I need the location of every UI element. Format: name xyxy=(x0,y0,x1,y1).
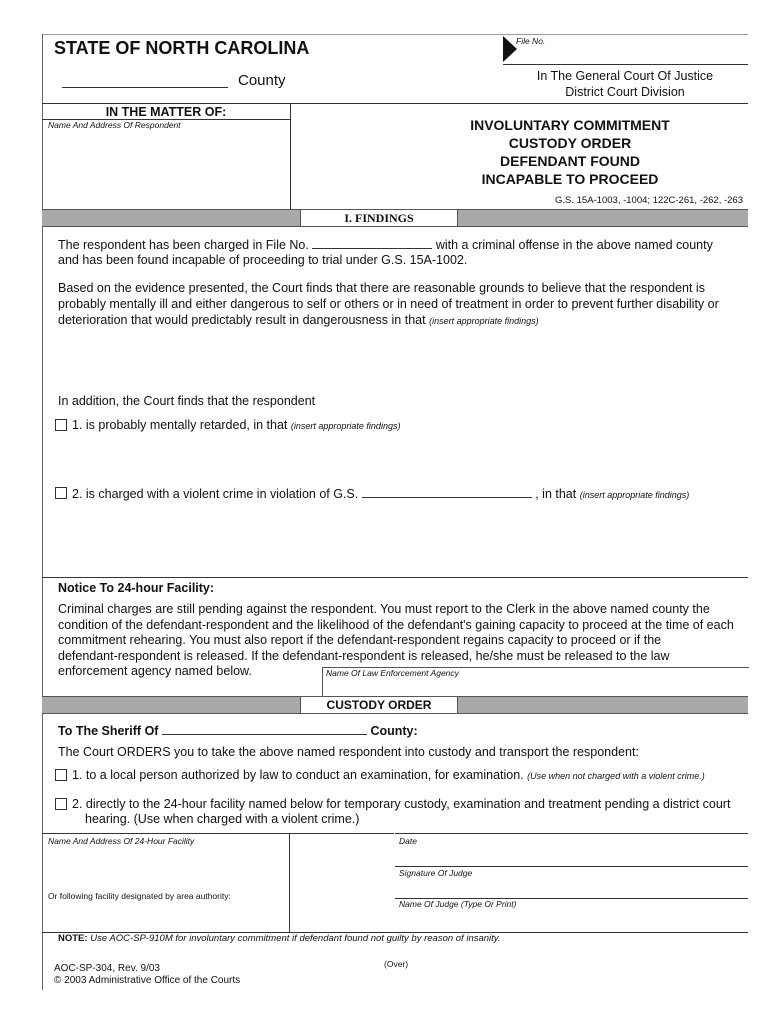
statute-input[interactable] xyxy=(362,486,532,498)
insert-note: (insert appropriate findings) xyxy=(579,490,690,500)
custody-bar xyxy=(42,696,748,714)
notice-heading: Notice To 24-hour Facility: xyxy=(58,581,215,595)
findings-p1 xyxy=(58,237,713,252)
form-id: AOC-SP-304, Rev. 9/03 xyxy=(54,963,160,974)
text: deterioration that would predictably result in dangerousness in that xyxy=(58,313,426,327)
text: , in that xyxy=(535,487,577,501)
findings-field[interactable] xyxy=(58,330,738,390)
text: 2. is charged with a violent crime in violation of G.S. xyxy=(72,487,359,501)
matter-heading: IN THE MATTER OF: xyxy=(105,105,227,119)
court-line1: In The General Court Of Justice xyxy=(536,69,714,83)
insert-note: (insert appropriate findings) xyxy=(429,316,539,326)
findings-p2-line xyxy=(58,313,539,327)
text: 1. is probably mentally retarded, in that xyxy=(72,418,288,432)
facility-field[interactable] xyxy=(44,848,288,888)
item1 xyxy=(72,418,400,432)
top-border xyxy=(42,34,748,35)
item2 xyxy=(72,486,689,501)
text: with a criminal offense in the above named county xyxy=(435,238,713,252)
alt-facility-label: Or following facility designated by area authority: xyxy=(48,891,231,901)
statutes: G.S. 15A-1003, -1004; 122C-261, -262, -263 xyxy=(554,195,743,206)
facility-label: Name And Address Of 24-Hour Facility xyxy=(48,836,195,846)
note xyxy=(58,933,500,944)
over-label: (Over) xyxy=(384,959,409,969)
date-field[interactable] xyxy=(394,866,748,867)
court-line2: District Court Division xyxy=(565,85,685,99)
title-line: CUSTODY ORDER xyxy=(508,135,632,151)
date-label: Date xyxy=(399,836,417,846)
state-title: STATE OF NORTH CAROLINA xyxy=(54,38,310,58)
findings-p1-line2: and has been found incapable of proceeding to trial under G.S. 15A-1002. xyxy=(58,253,468,267)
text: County: xyxy=(370,724,418,738)
option2-line1: 2. directly to the 24-hour facility named below for temporary custody, examination and treatment pending a district court xyxy=(72,797,731,811)
notice-line: enforcement agency named below. xyxy=(58,664,252,678)
file-no-input[interactable] xyxy=(312,237,432,249)
findings-p2-line: Based on the evidence presented, the Court finds that there are reasonable grounds to believe that the respondent is xyxy=(58,281,705,295)
note: (Use when not charged with a violent crime.) xyxy=(527,771,705,781)
agency-field[interactable] xyxy=(322,667,749,697)
form-title xyxy=(395,116,745,188)
checkbox-24hr-facility[interactable] xyxy=(55,798,67,810)
file-no-label: File No. xyxy=(516,36,546,46)
text: The respondent has been charged in File No. xyxy=(58,238,309,252)
agency-label: Name Of Law Enforcement Agency xyxy=(326,668,459,678)
notice-line: Criminal charges are still pending against the respondent. You must report to the Clerk in the above named county the xyxy=(58,602,710,616)
notice-line: commitment rehearing. You must also report if the defendant-respondent regains capacity to proceed or if the xyxy=(58,633,662,647)
title-line: INCAPABLE TO PROCEED xyxy=(481,171,659,187)
addition-text: In addition, the Court finds that the respondent xyxy=(58,394,316,408)
left-border xyxy=(42,34,43,990)
findings-heading: I. FINDINGS xyxy=(300,210,458,226)
findings-bar xyxy=(42,209,748,227)
file-no-field[interactable] xyxy=(503,64,748,65)
note-text: Use AOC-SP-910M for involuntary commitment if defendant found not guilty by reason of insanity. xyxy=(90,933,501,944)
spacer xyxy=(394,833,395,932)
checkbox-local-exam[interactable] xyxy=(55,769,67,781)
orders-text: The Court ORDERS you to take the above named respondent into custody and transport the respondent: xyxy=(58,745,639,759)
note-label: NOTE: xyxy=(58,933,88,944)
option1 xyxy=(72,768,705,782)
checkbox-violent-crime[interactable] xyxy=(55,487,67,499)
respondent-label: Name And Address Of Respondent xyxy=(48,120,181,130)
notice-line: condition of the defendant-respondent and the likelihood of the defendant's gaining capacity to proceed at the time of each xyxy=(58,617,734,632)
text: To The Sheriff Of xyxy=(58,724,159,738)
county-label: County xyxy=(238,72,286,89)
text: 1. to a local person authorized by law to conduct an examination, for examination. xyxy=(72,768,524,782)
respondent-field[interactable] xyxy=(44,132,288,208)
copyright: © 2003 Administrative Office of the Courts xyxy=(54,975,241,986)
sheriff-county-input[interactable] xyxy=(162,723,367,735)
option2-line2: hearing. (Use when charged with a violent crime.) xyxy=(85,812,360,826)
title-line: INVOLUNTARY COMMITMENT xyxy=(470,117,670,133)
divider xyxy=(42,833,748,834)
insert-note: (insert appropriate findings) xyxy=(290,421,401,431)
county-field[interactable] xyxy=(62,87,228,88)
findings-p2-line: probably mentally ill and either dangerous to self or others or in need of treatment in order to prevent further disability or xyxy=(58,297,719,311)
sheriff-line xyxy=(58,723,418,738)
file-arrow-icon xyxy=(503,36,517,62)
custody-heading: CUSTODY ORDER xyxy=(300,697,458,713)
divider xyxy=(290,103,291,210)
judge-name-label: Name Of Judge (Type Or Print) xyxy=(399,899,517,909)
notice-line: defendant-respondent is released. If the defendant-respondent is released, he/she must be released to the law xyxy=(58,648,670,663)
title-line: DEFENDANT FOUND xyxy=(500,153,640,169)
divider xyxy=(289,833,290,932)
divider xyxy=(42,577,748,578)
checkbox-mentally-retarded[interactable] xyxy=(55,419,67,431)
signature-label: Signature Of Judge xyxy=(399,868,473,878)
divider xyxy=(42,103,748,104)
